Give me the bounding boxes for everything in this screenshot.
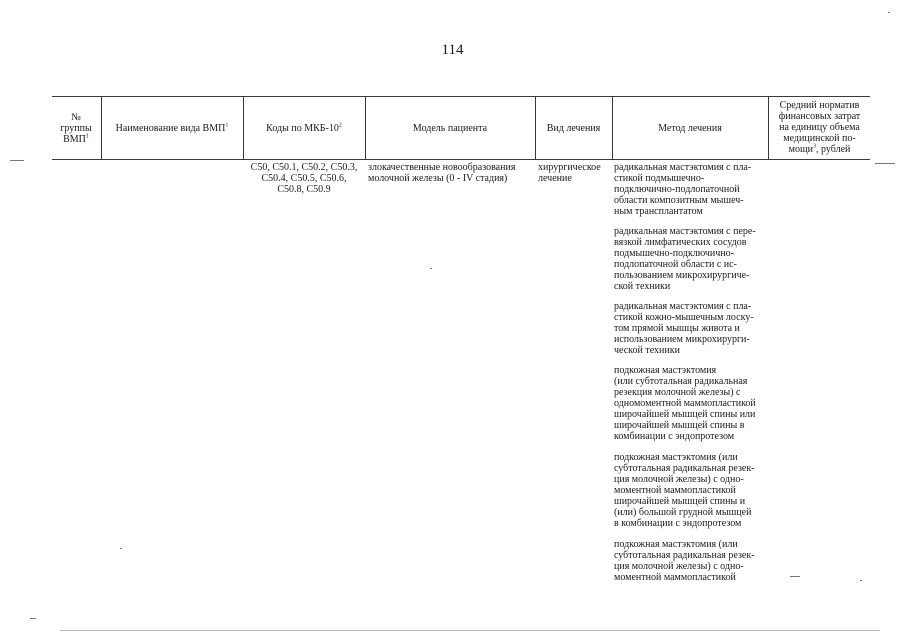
header-cost-line: финансовых затрат [778,110,861,122]
header-treatment-method: Метод лечения [658,122,722,134]
method-line: ным трансплантатом [614,206,703,217]
scan-speck [10,160,24,161]
table-top-rule [52,96,870,97]
treatment-type-cell [538,162,612,184]
header-group-no-line: № [71,111,81,123]
method-line: моментной маммопластикой [614,572,736,583]
page-number: 114 [441,42,464,58]
method-line: том прямой мышцы живота и [614,323,740,334]
header-cost [769,97,870,157]
method-line: ской техники [614,281,671,292]
method-line: пользованием микрохирургиче- [614,270,750,281]
method-line: радикальная мастэктомия с пла- [614,162,752,173]
method-line: ция молочной железы) с одно- [614,474,744,485]
patient-model-line: молочной железы (0 - IV стадия) [368,173,508,184]
scan-speck [430,268,432,269]
icd-codes-line: C50.4, C50.5, C50.6, [261,173,347,184]
method-line: ция молочной железы) с одно- [614,561,744,572]
patient-model-cell [368,162,534,184]
treatment-method-item [614,452,774,529]
method-line: ческой техники [614,345,680,356]
treatment-method-item [614,539,774,583]
header-cost-line: медицинской по- [783,132,856,144]
method-line: широчайшей мышцей спины или [614,409,756,420]
method-line: подкожная мастэктомия (или [614,452,738,463]
method-line: подкожная мастэктомия [614,365,717,376]
scan-speck [120,548,122,549]
method-line: (или) большой грудной мышцей [614,507,752,518]
method-line: широчайшей мышцей спины и [614,496,746,507]
method-line: подкожная мастэктомия (или [614,539,738,550]
treatment-method-item [614,301,774,356]
method-line: широчайшей мышцей спины в [614,420,745,431]
treatment-method-item [614,365,774,442]
method-line: субтотальная радикальная резек- [614,550,755,561]
treatment-method-item [614,226,774,292]
patient-model-line: злокачественные новообразования [368,162,516,173]
header-group-no-line: группы [60,122,92,134]
treatment-type-line: хирургическое [538,162,601,173]
scan-speck [860,580,862,581]
method-line: подлопаточной области с ис- [614,259,737,270]
header-icd-codes: Коды по МКБ-$10^2$ [266,122,342,134]
header-vmp-name: Наименование вида ВМП$^1$ [115,122,229,134]
method-line: вязкой лимфатических сосудов [614,237,747,248]
icd-codes-line: C50, C50.1, C50.2, C50.3, [250,162,358,173]
treatment-type-line: лечение [538,173,572,184]
method-line: субтотальная радикальная резек- [614,463,755,474]
header-treatment-type: Вид лечения [546,122,601,134]
method-line: моментной маммопластикой [614,485,736,496]
method-line: подключично-подлопаточной [614,184,740,195]
header-group-no-line: ВМП$^1$ [63,133,89,145]
header-cost-line: мощи$^3$, рублей [788,143,851,155]
scan-speck [60,630,880,631]
icd-codes-line: C50.8, C50.9 [277,184,331,195]
method-line: комбинации с эндопротезом [614,431,735,442]
scan-speck [30,618,36,619]
header-patient-model: Модель пациента [412,122,488,134]
method-line: области композитным мышеч- [614,195,744,206]
method-line: радикальная мастэктомия с пере- [614,226,756,237]
table-header-bottom-rule [52,159,870,160]
method-line: в комбинации с эндопротезом [614,518,742,529]
header-group-no [52,100,100,156]
scan-speck [790,576,800,577]
header-cost-line: Средний норматив [779,99,860,111]
method-line: одномоментной маммопластикой [614,398,756,409]
scan-speck [875,163,895,164]
method-line: стикой подмышечно- [614,173,705,184]
treatment-method-item [614,162,774,217]
method-line: (или субтотальная радикальная [614,376,748,387]
icd-codes-cell [242,162,366,195]
method-line: стикой кожно-мышечным лоску- [614,312,754,323]
method-line: использованием микрохирурги- [614,334,750,345]
method-line: резекция молочной железы) с [614,387,741,398]
header-cost-line: на единицу объема [779,121,860,133]
method-line: подмышечно-подключично- [614,248,734,259]
scan-speck [888,12,890,13]
method-line: радикальная мастэктомия с пла- [614,301,752,312]
